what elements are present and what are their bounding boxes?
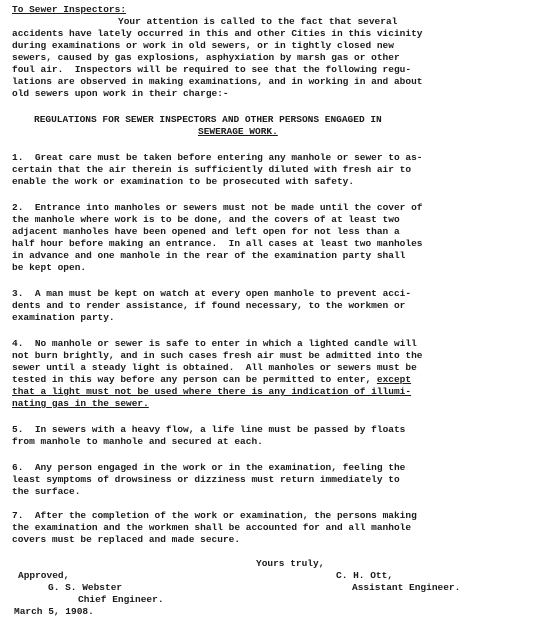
intro-line: lations are observed in making examinations, and in working in and about [12,76,423,87]
rule-line: In sewers with a heavy flow, a life line must be passed by floats [34,424,406,435]
approver-title: Chief Engineer. [78,594,164,605]
rule-number: 1. [12,152,24,163]
rule-line: in advance and one manhole in the rear of the examination party shall [12,250,406,261]
rule-1 [12,152,422,164]
intro-line: foul air. Inspectors will be required to see that the following regu- [12,64,412,75]
rule-line: not burn brightly, and in such cases fresh air must be admitted into the [12,350,423,361]
rule-number: 3. [12,288,24,299]
rule-line: tested in this way before any person can be permitted to enter, except [12,374,412,385]
rule-line-underlined: nating gas in the sewer. [12,398,149,409]
approver-name: G. S. Webster [48,582,123,593]
intro-line: Your attention is called to the fact that several [118,16,398,27]
rule-line: examination party. [12,312,115,323]
rule-number: 6. [12,462,24,473]
rule-line: A man must be kept on watch at every open manhole to prevent acci- [34,288,412,299]
salutation: To Sewer Inspectors: [12,4,127,15]
underlined-text: except [376,374,412,385]
regulations-heading: REGULATIONS FOR SEWER INSPECTORS AND OTHER PERSONS ENGAGED IN [34,114,382,125]
rule-5 [12,424,405,436]
rule-number: 7. [12,510,24,521]
intro-line: during examinations or work in old sewers, or in tightly closed new [12,40,394,51]
rule-number: 2. [12,202,24,213]
rule-6 [12,462,405,474]
approved-label: Approved, [18,570,70,581]
rule-line: dents and to render assistance, if found necessary, to the workmen or [12,300,406,311]
rule-7 [12,510,417,522]
rule-line: Entrance into manholes or sewers must not be made until the cover of [34,202,423,213]
rule-line: Any person engaged in the work or in the examination, feeling the [34,462,406,473]
rule-3 [12,288,411,300]
rule-line: covers must be replaced and made secure. [12,534,241,545]
rule-line: the surface. [12,486,81,497]
signer-name: C. H. Ott, [336,570,394,581]
intro-line: sewers, caused by gas explosions, asphyxiation by marsh gas or other [12,52,400,63]
rule-line: half hour before making an entrance. In all cases at least two manholes [12,238,423,249]
rule-line: be kept open. [12,262,87,273]
rule-line: least symptoms of drowsiness or dizziness must return immediately to [12,474,400,485]
rule-line: from manhole to manhole and secured at each. [12,436,263,447]
rule-line: sewer until a steady light is obtained. All manholes or sewers must be [12,362,417,373]
rule-line: Great care must be taken before entering any manhole or sewer to as- [34,152,423,163]
rule-line: After the completion of the work or examination, the persons making [34,510,417,521]
rule-number: 4. [12,338,24,349]
regulations-heading-sub: SEWERAGE WORK. [198,126,278,137]
rule-2 [12,202,422,214]
rule-line: certain that the air therein is sufficiently diluted with fresh air to [12,164,412,175]
rule-number: 5. [12,424,24,435]
rule-line: the examination and the workmen shall be accounted for and all manhole [12,522,412,533]
rule-line: adjacent manholes have been opened and left open for not less than a [12,226,400,237]
rule-line: enable the work or examination to be prosecuted with safety. [12,176,355,187]
rule-line: the manhole where work is to be done, and the covers of at least two [12,214,400,225]
intro-line: accidents have lately occurred in this and other Cities in this vicinity [12,28,423,39]
intro-line: old sewers upon work in their charge:- [12,88,229,99]
letter-date: March 5, 1908. [14,606,94,617]
rule-line: No manhole or sewer is safe to enter in which a lighted candle will [34,338,417,349]
rule-4 [12,338,417,350]
signer-title: Assistant Engineer. [352,582,461,593]
rule-line-underlined: that a light must not be used where there is any indication of illumi- [12,386,412,397]
closing: Yours truly, [256,558,325,569]
